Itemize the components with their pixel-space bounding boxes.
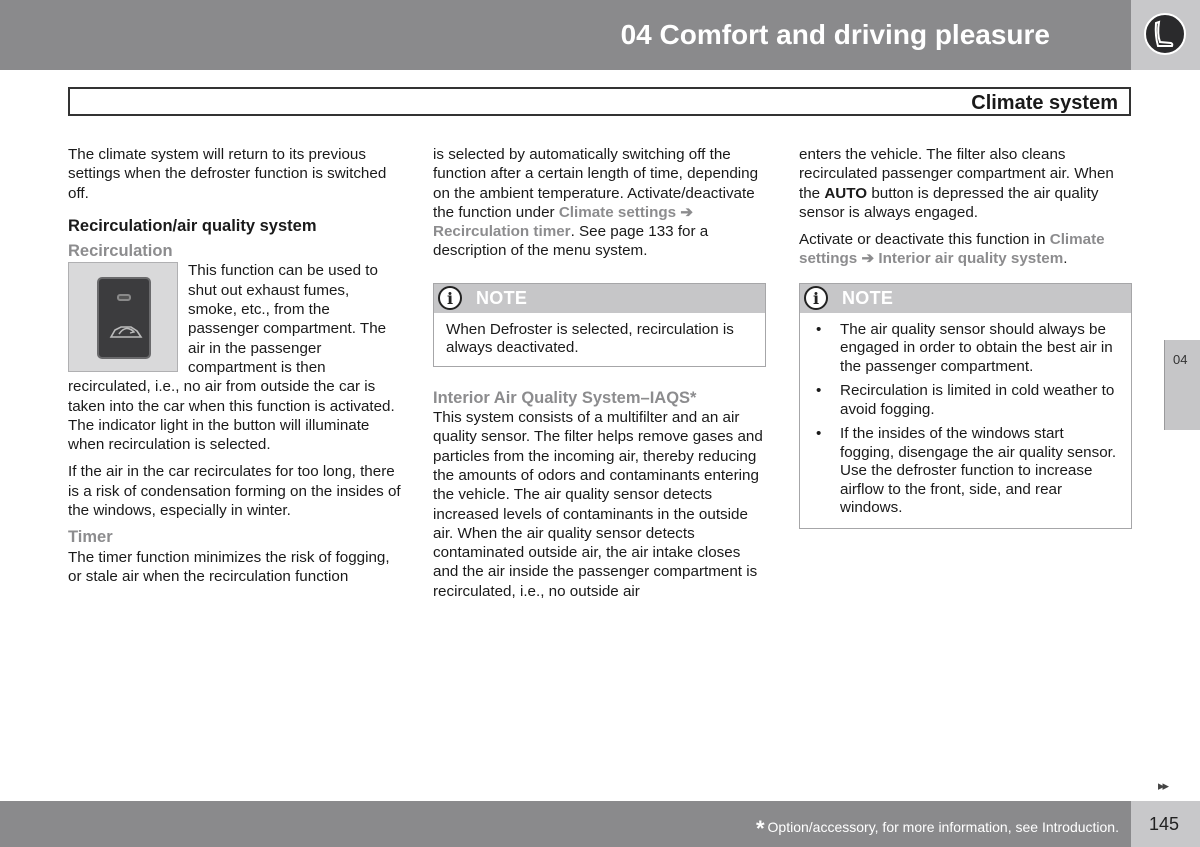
condensation-paragraph: If the air in the car recirculates for too long, there is a risk of condensation forming on the insides of the windows, especially in winter.: [68, 463, 401, 520]
filter-paragraph: [799, 145, 1132, 222]
timer-paragraph: The timer function minimizes the risk of fogging, or stale air when the recirculation function: [68, 548, 390, 585]
note-header: [434, 284, 765, 313]
info-icon: i: [804, 286, 828, 310]
note-body: [800, 313, 1131, 528]
recirculation-text: This function can be used to shut out exhaust fumes, smoke, etc., from the passenger compartment. The air in the passenger compartment is then recirculated, i.e., no air from outside the car is taken into the car when this function is activated. The indicator light in the button will illuminate when recirculation is selected.: [68, 262, 395, 454]
column-3: [799, 145, 1132, 551]
iaqs-paragraph: This system consists of a multifilter and an air quality sensor. The filter helps remove gases and particles from the incoming air, thereby reducing the amounts of odors and contaminants entering the vehicle. The air quality sensor detects increased levels of contaminants in the outside air. When the air quality sensor detects contaminated outside air, the air intake closes and the air inside the passenger compartment is recirculated, i.e., no outside air: [433, 409, 763, 600]
recirculation-car-icon: [107, 321, 145, 343]
info-icon: i: [438, 286, 462, 310]
activate-text-part1: Activate or deactivate this function in: [799, 231, 1050, 249]
recirculation-system-heading: Recirculation/air quality system: [68, 216, 317, 235]
note-list: [812, 321, 1119, 518]
timer-text-part1: is selected by automatically switching off the function after a certain length of time, depending on the ambient temperature. Activate/deactivate the function under: [433, 146, 759, 221]
intro-paragraph: The climate system will return to its previous settings when the defroster function is switched off.: [68, 146, 387, 202]
menu-path-air-quality: Climate settings ➔ Interior air quality system: [799, 231, 1105, 268]
filter-text-part1: enters the vehicle. The filter also cleans recirculated passenger compartment air. When the: [799, 146, 1114, 202]
chapter-icon-box: [1131, 0, 1200, 70]
note-list-item: • If the insides of the windows start fogging, disengage the air quality sensor. Use the defroster function to increase airflow to the front, side, and rear windows.: [812, 425, 1119, 518]
note-box-defroster: [433, 283, 766, 367]
section-title: Climate system: [971, 92, 1118, 114]
recirculation-button-illustration: [68, 262, 178, 372]
indicator-light-icon: [117, 294, 131, 301]
continue-arrows-icon: ▸▸: [1158, 778, 1168, 793]
column-2: [433, 145, 766, 609]
page-number-box: [1131, 801, 1200, 847]
header-bar: [0, 0, 1131, 70]
activate-paragraph: [799, 230, 1132, 269]
note-list-item: • Recirculation is limited in cold weather to avoid fogging.: [812, 382, 1119, 419]
chapter-title: 04 Comfort and driving pleasure: [620, 19, 1050, 50]
recirculation-heading: Recirculation: [68, 242, 173, 261]
column-1: [68, 145, 401, 594]
section-title-box: [68, 87, 1131, 116]
seat-icon: [1143, 12, 1187, 56]
recirculation-button: [97, 277, 151, 359]
timer-continued-paragraph: [433, 145, 766, 261]
iaqs-heading: Interior Air Quality System–IAQS*: [433, 388, 697, 407]
timer-heading: Timer: [68, 528, 113, 547]
chapter-side-tab: [1164, 340, 1200, 430]
note-header: [800, 284, 1131, 313]
asterisk: *: [755, 816, 765, 841]
footer-bar: [0, 801, 1131, 847]
note-list-item: • The air quality sensor should always be engaged in order to obtain the best air in the passenger compartment.: [812, 321, 1119, 377]
note-label: NOTE: [842, 287, 894, 308]
activate-text-part2: .: [1063, 250, 1068, 268]
auto-label: AUTO: [824, 184, 868, 202]
chapter-tab-label: 04: [1173, 352, 1188, 367]
footer-note-text: Option/accessory, for more information, see Introduction.: [767, 819, 1119, 835]
filter-text-part2: button is depressed the air quality sensor is always engaged.: [799, 184, 1099, 221]
footer-note: [756, 816, 1119, 842]
page-number: 145: [1149, 814, 1180, 834]
note-label: NOTE: [476, 287, 528, 308]
recirculation-paragraph: [68, 261, 401, 454]
note-box-air-quality: [799, 283, 1132, 529]
timer-text-part2: . See page 133 for a description of the menu system.: [433, 223, 709, 260]
menu-path-recirculation-timer: Climate settings ➔ Recirculation timer: [433, 203, 694, 241]
note-body: When Defroster is selected, recirculation is always deactivated.: [446, 320, 734, 357]
